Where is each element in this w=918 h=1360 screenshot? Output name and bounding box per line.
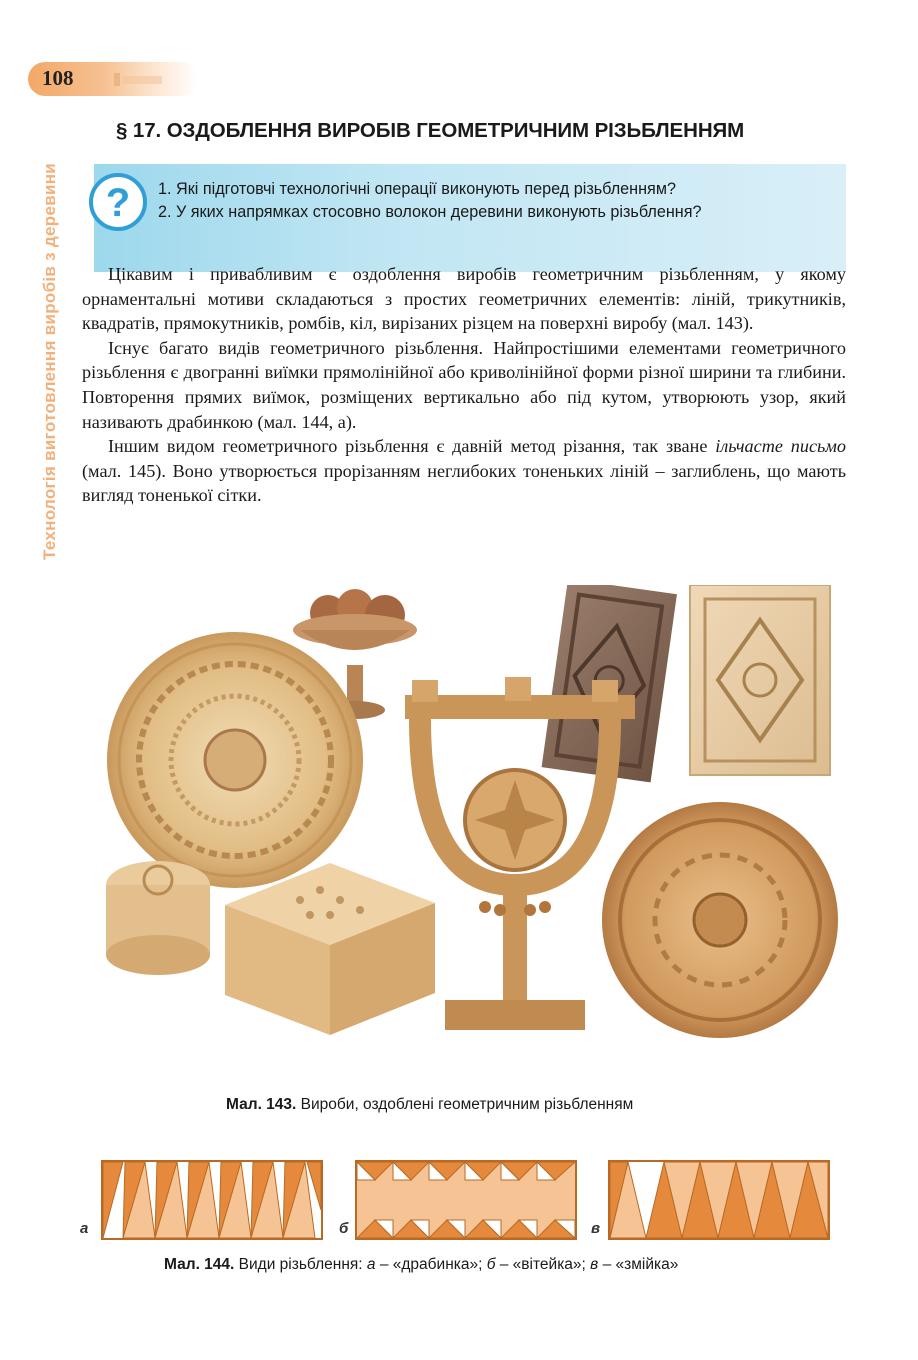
carved-wood-items-photo: [100, 585, 840, 1055]
question-mark-icon: [88, 172, 148, 232]
paragraph-1: Цікавим і привабливим є оздоблення виробів геометричним різьбленням, у якому орнаментальні мотиви складаються з простих геометричних елементів: ліній, трикутників, квадратів, прямокутників, ромбів, кіл, вирізаних різцем на поверхні виробу (мал. 143).: [82, 264, 846, 334]
carved-board-light: [690, 585, 830, 775]
carved-plate-large: [107, 632, 363, 888]
ornament-label-a: а: [80, 1220, 89, 1237]
carved-rect-box: [225, 863, 435, 1035]
carved-round-box: [106, 861, 210, 975]
questions-list: [158, 178, 702, 224]
paragraph-2: Існує багато видів геометричного різьблення. Найпростішими елементами геометричного різьблення є двогранні виїмки прямолінійної або криволінійної форми різної ширини та глибини. Повторення прямих виїмок, розміщених вертикально або під кутом, утворюють узор, який називають драбинкою (мал. 144, а).: [82, 337, 846, 432]
svg-text:?: ?: [105, 181, 131, 225]
question-item: 2. У яких напрямках стосовно волокон деревини виконують різьблення?: [158, 203, 702, 221]
carved-plate-round: [602, 802, 838, 1038]
section-title: § 17. ОЗДОБЛЕННЯ ВИРОБІВ ГЕОМЕТРИЧНИМ РІЗЬБЛЕННЯМ: [116, 119, 745, 142]
side-chapter-title: Технологія виготовлення виробів з деревини: [40, 162, 59, 560]
ornament-label-v: в: [591, 1220, 601, 1237]
ornament-v-zmiika: [608, 1160, 830, 1240]
ornament-label-b: б: [339, 1220, 349, 1237]
figure-143-caption: Мал. 143. Вироби, оздоблені геометричним різьбленням: [226, 1096, 634, 1113]
paragraph-3: Іншим видом геометричного різьблення є давній метод різання, так зване ільчасте письмо (мал. 145). Воно утворюється прорізанням неглибоких тоненьких ліній – заглиблень, що мають вигляд тоненької сітки.: [82, 436, 847, 506]
question-item: 1. Які підготовчі технологічні операції виконують перед різьбленням?: [158, 180, 676, 198]
ornament-b-vyteika: [355, 1160, 577, 1240]
ornament-a-drabynka: [101, 1160, 323, 1240]
page-number: 108: [42, 66, 74, 90]
figure-144-caption: Мал. 144. Види різьблення: а – «драбинка»; б – «вітейка»; в – «змійка»: [164, 1256, 679, 1273]
main-text: [82, 262, 846, 508]
publisher-logo-icon: [112, 70, 164, 88]
carved-candelabrum: [405, 677, 635, 1030]
